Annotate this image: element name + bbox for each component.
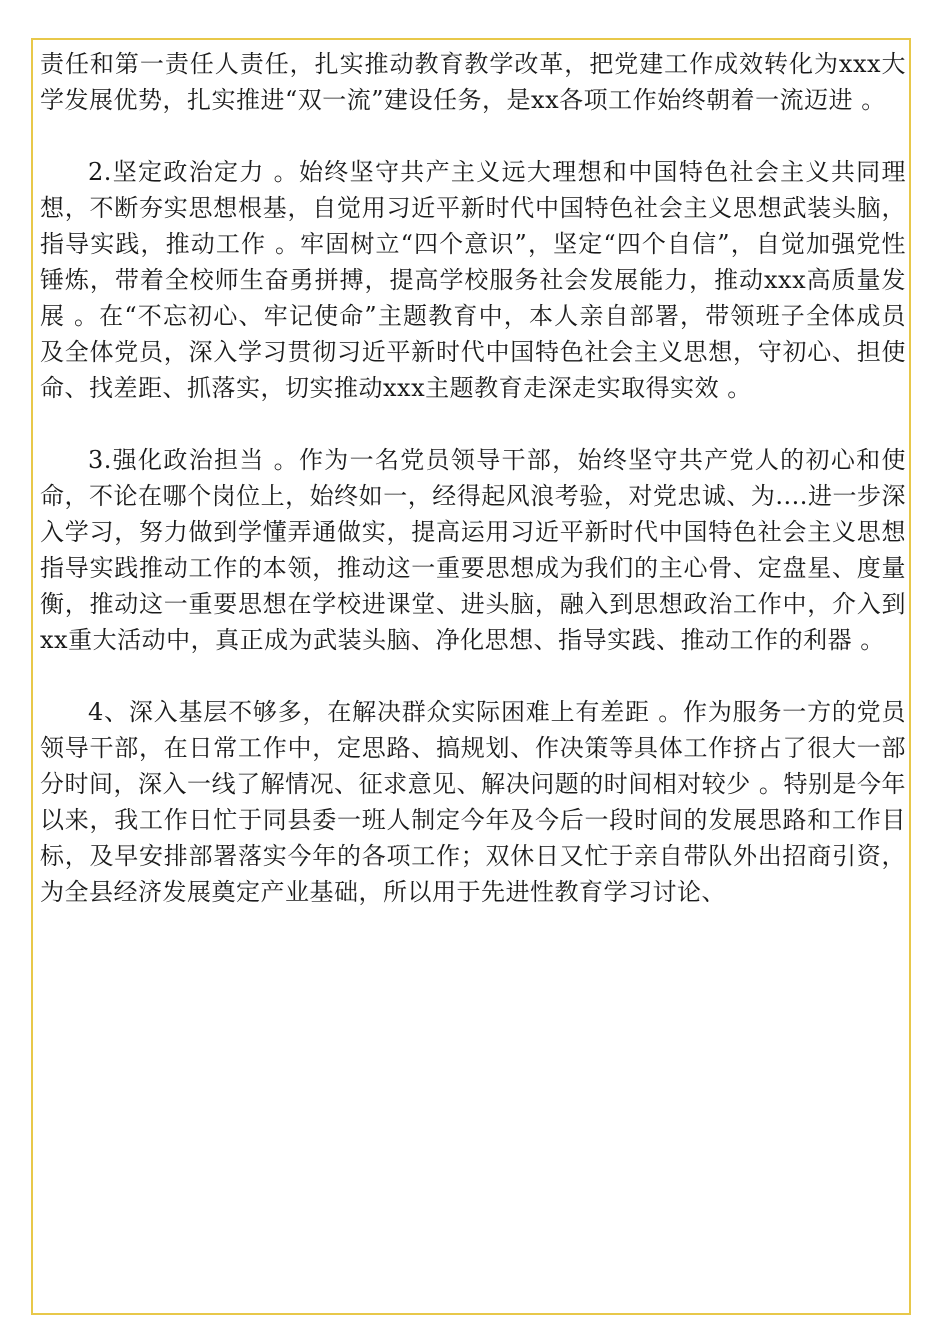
paragraph-grassroots: 4、深入基层不够多，在解决群众实际困难上有差距 。作为服务一方的党员领导干部，在日常工作中，定思路、搞规划、作决策等具体工作挤占了很大一部分时间，深入一线了解情况、征求意见、解决问题的时间相对较少 。特别是今年以来，我工作日忙于同县委一班人制定今年及今后一段时间的发展思路和工作目标，及早安排部署落实今年的各项工作；双休日又忙于亲自带队外出招商引资，为全县经济发展奠定产业基础，所以用于先进性教育学习讨论、	[40, 698, 906, 906]
paragraph-political-responsibility: 3.强化政治担当 。作为一名党员领导干部，始终坚守共产党人的初心和使命，不论在哪个岗位上，始终如一，经得起风浪考验，对党忠诚、为....进一步深入学习，努力做到学懂弄通做实，提高运用习近平新时代中国特色社会主义思想指导实践推动工作的本领，推动这一重要思想成为我们的主心骨、定盘星、度量衡，推动这一重要思想在学校进课堂、进头脑，融入到思想政治工作中，介入到xx重大活动中，真正成为武装头脑、净化思想、指导实践、推动工作的利器 。	[40, 446, 906, 654]
document-body	[40, 46, 906, 910]
paragraph-political-determination: 2.坚定政治定力 。始终坚守共产主义远大理想和中国特色社会主义共同理想，不断夯实思想根基，自觉用习近平新时代中国特色社会主义思想武装头脑，指导实践，推动工作 。牢固树立“四个意识”，坚定“四个自信”，自觉加强党性锤炼，带着全校师生奋勇拼搏，提高学校服务社会发展能力，推动xxx高质量发展 。在“不忘初心、牢记使命”主题教育中，本人亲自部署，带领班子全体成员及全体党员，深入学习贯彻习近平新时代中国特色社会主义思想，守初心、担使命、找差距、抓落实，切实推动xxx主题教育走深走实取得实效 。	[40, 158, 906, 402]
paragraph-responsibility: 责任和第一责任人责任，扎实推动教育教学改革，把党建工作成效转化为xxx大学发展优势，扎实推进“双一流”建设任务，是xx各项工作始终朝着一流迈进 。	[40, 50, 906, 114]
